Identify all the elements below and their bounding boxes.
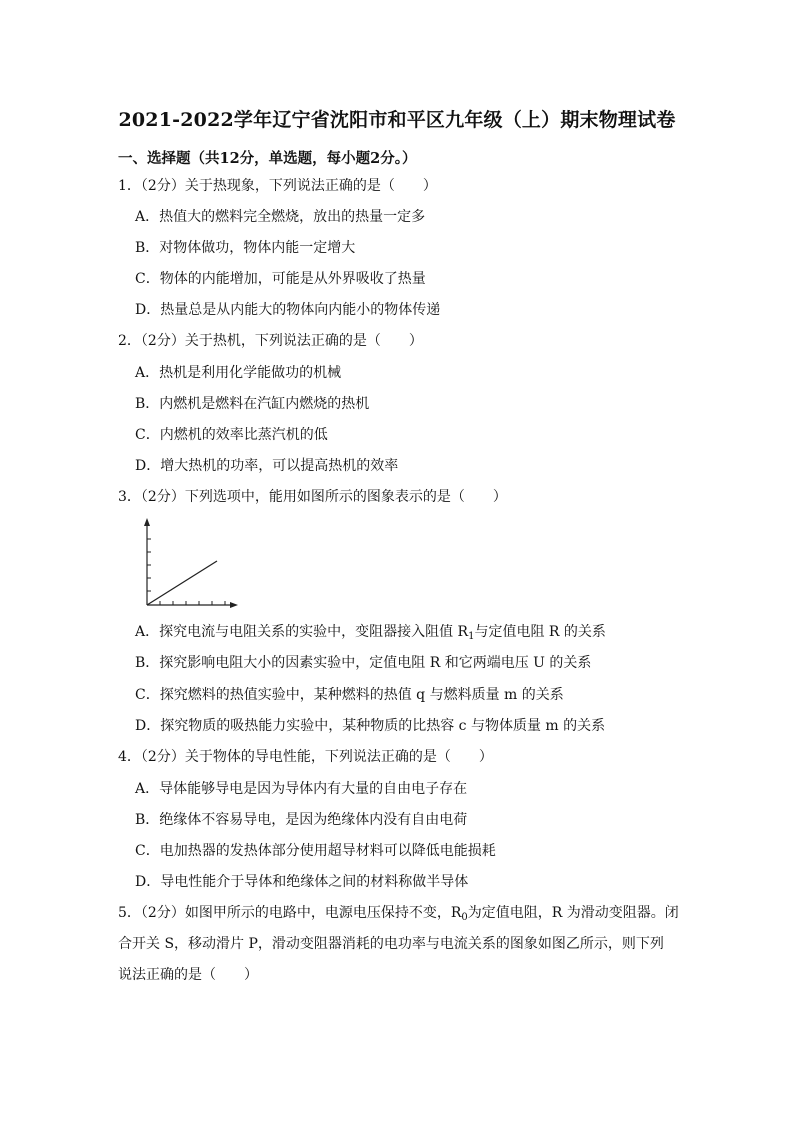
question-5-text-cont: 为定值电阻，R 为滑动变阻器。闭 <box>467 905 679 921</box>
graph-line <box>147 561 217 605</box>
question-3-option-a[interactable] <box>135 623 606 646</box>
y-axis-arrow-icon <box>144 518 150 526</box>
question-2-option-d[interactable]: D．增大热机的功率，可以提高热机的效率 <box>135 458 399 474</box>
question-2-option-b[interactable]: B．内燃机是燃料在汽缸内燃烧的热机 <box>135 396 370 412</box>
question-3-stem: 3．（2分）下列选项中，能用如图所示的图象表示的是（ ） <box>118 489 507 505</box>
question-4-option-d[interactable]: D．导电性能介于导体和绝缘体之间的材料称做半导体 <box>135 874 469 890</box>
page-title: 2021-2022学年辽宁省沈阳市和平区九年级（上）期末物理试卷 <box>118 109 676 131</box>
question-4-option-c[interactable]: C．电加热器的发热体部分使用超导材料可以降低电能损耗 <box>135 843 496 859</box>
x-axis-arrow-icon <box>230 602 238 608</box>
question-1-stem: 1．（2分）关于热现象，下列说法正确的是（ ） <box>118 178 437 194</box>
y-axis-ticks <box>147 539 151 591</box>
section-heading: 一、选择题（共12分，单选题，每小题2分。） <box>118 150 417 167</box>
question-4-stem: 4．（2分）关于物体的导电性能，下列说法正确的是（ ） <box>118 749 493 765</box>
question-3-option-b[interactable]: B．探究影响电阻大小的因素实验中，定值电阻 R 和它两端电压 U 的关系 <box>135 655 592 671</box>
question-2-option-c[interactable]: C．内燃机的效率比蒸汽机的低 <box>135 427 328 443</box>
question-1-option-d[interactable]: D．热量总是从内能大的物体向内能小的物体传递 <box>135 302 441 318</box>
question-5-stem-line-2: 合开关 S，移动滑片 P，滑动变阻器消耗的电功率与电流关系的图象如图乙所示，则下列 <box>118 936 664 952</box>
question-2-stem: 2．（2分）关于热机，下列说法正确的是（ ） <box>118 333 423 349</box>
subscript: 0 <box>461 912 468 923</box>
question-1-option-c[interactable]: C．物体的内能增加，可能是从外界吸收了热量 <box>135 271 426 287</box>
question-3-option-d[interactable]: D．探究物质的吸热能力实验中，某种物质的比热容 c 与物体质量 m 的关系 <box>135 718 606 734</box>
question-5-stem-line-1 <box>118 904 679 927</box>
question-5-text: 5．（2分）如图甲所示的电路中，电源电压保持不变，R <box>118 905 462 921</box>
question-4-option-b[interactable]: B．绝缘体不容易导电，是因为绝缘体内没有自由电荷 <box>135 812 468 828</box>
subscript: 1 <box>468 631 475 642</box>
question-3-option-a-text: A．探究电流与电阻关系的实验中，变阻器接入阻值 R <box>135 624 469 640</box>
question-3-option-c[interactable]: C．探究燃料的热值实验中，某种燃料的热值 q 与燃料质量 m 的关系 <box>135 687 564 703</box>
question-3-option-a-text-end: 与定值电阻 R 的关系 <box>474 624 606 640</box>
question-2-option-a[interactable]: A．热机是利用化学能做功的机械 <box>135 365 342 381</box>
question-5-stem-line-3: 说法正确的是（ ） <box>118 967 258 983</box>
question-4-option-a[interactable]: A．导体能够导电是因为导体内有大量的自由电子存在 <box>135 781 468 797</box>
question-1-option-b[interactable]: B．对物体做功，物体内能一定增大 <box>135 240 356 256</box>
question-1-option-a[interactable]: A．热值大的燃料完全燃烧，放出的热量一定多 <box>135 209 426 225</box>
question-3-graph <box>140 515 244 615</box>
